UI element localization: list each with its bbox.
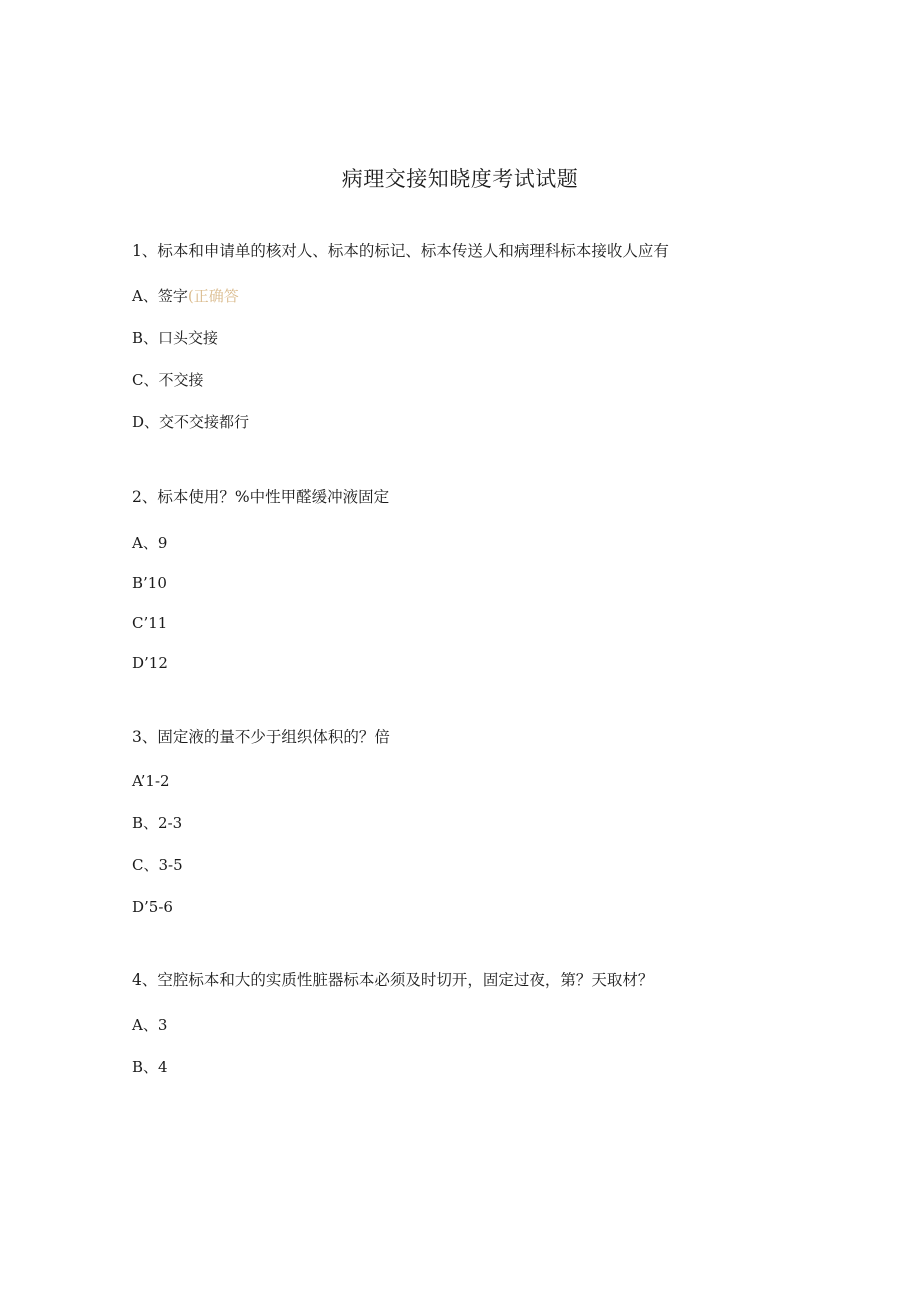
question-3-option-c: C、3-5 bbox=[132, 856, 183, 874]
answer-hint: (正确答 bbox=[187, 287, 239, 305]
question-1-option-c: C、不交接 bbox=[132, 371, 204, 389]
question-2-option-d: D’12 bbox=[132, 654, 168, 672]
question-3-option-a: A’1-2 bbox=[132, 772, 170, 790]
question-2-option-a: A、9 bbox=[132, 534, 168, 552]
question-4-option-b: B、4 bbox=[132, 1058, 168, 1076]
question-1-text: 1、标本和申请单的核对人、标本的标记、标本传送人和病理科标本接收人应有 bbox=[132, 242, 669, 260]
question-3-option-d: D’5-6 bbox=[132, 898, 173, 916]
question-1-option-b: B、口头交接 bbox=[132, 329, 219, 347]
question-2-option-c: C’11 bbox=[132, 614, 168, 632]
question-4-text: 4、空腔标本和大的实质性脏器标本必须及时切开，固定过夜，第？天取材？ bbox=[132, 971, 654, 989]
question-3-option-b: B、2-3 bbox=[132, 814, 183, 832]
question-1-option-d: D、交不交接都行 bbox=[132, 413, 250, 431]
option-label: A、签字 bbox=[132, 287, 188, 305]
question-2-option-b: B’10 bbox=[132, 574, 167, 592]
question-2-text: 2、标本使用？%中性甲醛缓冲液固定 bbox=[132, 488, 390, 506]
question-4-option-a: A、3 bbox=[132, 1016, 168, 1034]
page-title: 病理交接知晓度考试试题 bbox=[341, 167, 579, 191]
question-3-text: 3、固定液的量不少于组织体积的？倍 bbox=[132, 728, 390, 746]
question-1-option-a bbox=[132, 285, 239, 307]
